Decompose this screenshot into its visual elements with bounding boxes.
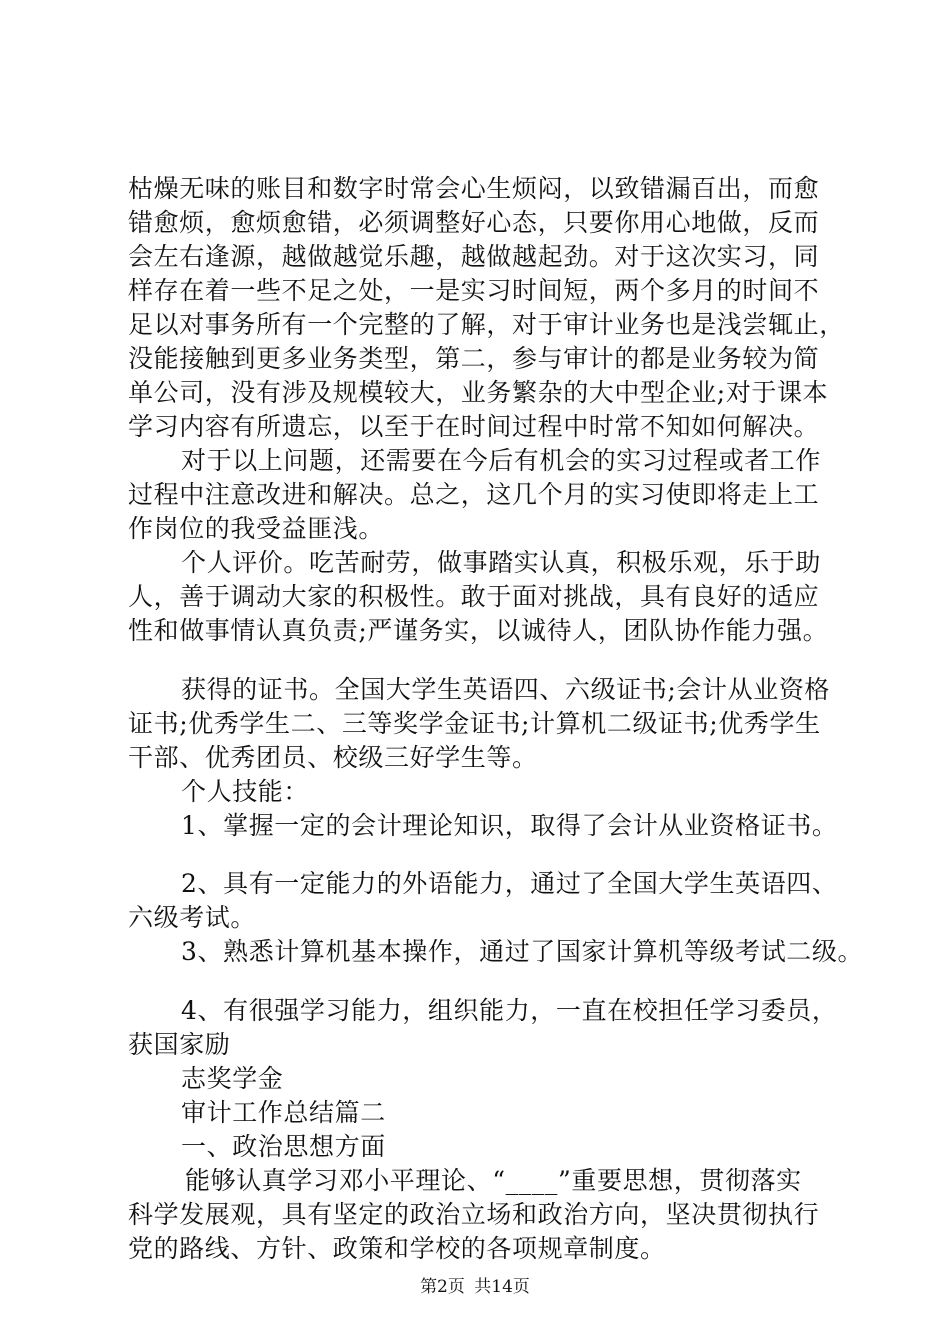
text-line: 1、掌握一定的会计理论知识，取得了会计从业资格证书。 (181, 811, 838, 840)
text-line: 3、熟悉计算机基本操作，通过了国家计算机等级考试二级。 (181, 937, 864, 966)
text-line: 个人技能： (181, 777, 310, 806)
text-line: 人，善于调动大家的积极性。敢于面对挑战，具有良好的适应 (128, 582, 820, 611)
text-line: 错愈烦，愈烦愈错，必须调整好心态，只要你用心地做，反而 (128, 208, 820, 237)
section-heading: 审计工作总结篇二 (181, 1098, 386, 1127)
text-line: 干部、优秀团员、校级三好学生等。 (128, 743, 538, 772)
text-line: 对于以上问题，还需要在今后有机会的实习过程或者工作 (181, 446, 822, 475)
text-line: 党的路线、方针、政策和学校的各项规章制度。 (128, 1234, 666, 1263)
text-line: 性和做事情认真负责;严谨务实，以诚待人，团队协作能力强。 (128, 616, 829, 645)
page-number: 第2页 (420, 1277, 465, 1297)
text-line: 获国家励 (128, 1030, 231, 1059)
text-line: 足以对事务所有一个完整的了解，对于审计业务也是浅尝辄止， (128, 310, 845, 339)
text-line: 会左右逢源，越做越觉乐趣，越做越起劲。对于这次实习，同 (128, 242, 820, 271)
text-line: 获得的证书。全国大学生英语四、六级证书;会计从业资格 (181, 675, 831, 704)
text-line: 学习内容有所遗忘，以至于在时间过程中时常不知如何解决。 (128, 412, 820, 441)
page-footer (0, 1276, 950, 1298)
text-line: 单公司，没有涉及规模较大，业务繁杂的大中型企业;对于课本 (128, 378, 829, 407)
text-line: 能够认真学习邓小平理论、“____”重要思想，贯彻落实 (185, 1166, 802, 1195)
page-total: 共14页 (474, 1277, 530, 1297)
text-line: 作岗位的我受益匪浅。 (128, 514, 385, 543)
text-line: 志奖学金 (181, 1064, 284, 1093)
text-line: 4、有很强学习能力，组织能力，一直在校担任学习委员， (181, 996, 838, 1025)
text-line: 个人评价。吃苦耐劳，做事踏实认真，积极乐观，乐于助 (181, 548, 822, 577)
text-line: 证书;优秀学生二、三等奖学金证书;计算机二级证书;优秀学生 (128, 709, 821, 738)
text-line: 样存在着一些不足之处，一是实习时间短，两个多月的时间不 (128, 276, 820, 305)
text-line: 枯燥无味的账目和数字时常会心生烦闷，以致错漏百出，而愈 (128, 174, 820, 203)
text-line: 过程中注意改进和解决。总之，这几个月的实习使即将走上工 (128, 480, 820, 509)
text-line: 没能接触到更多业务类型，第二，参与审计的都是业务较为简 (128, 344, 820, 373)
text-line: 科学发展观，具有坚定的政治立场和政治方向，坚决贯彻执行 (128, 1200, 820, 1229)
text-line: 2、具有一定能力的外语能力，通过了全国大学生英语四、 (181, 869, 838, 898)
text-line: 六级考试。 (128, 903, 257, 932)
subsection-heading: 一、政治思想方面 (181, 1132, 386, 1161)
